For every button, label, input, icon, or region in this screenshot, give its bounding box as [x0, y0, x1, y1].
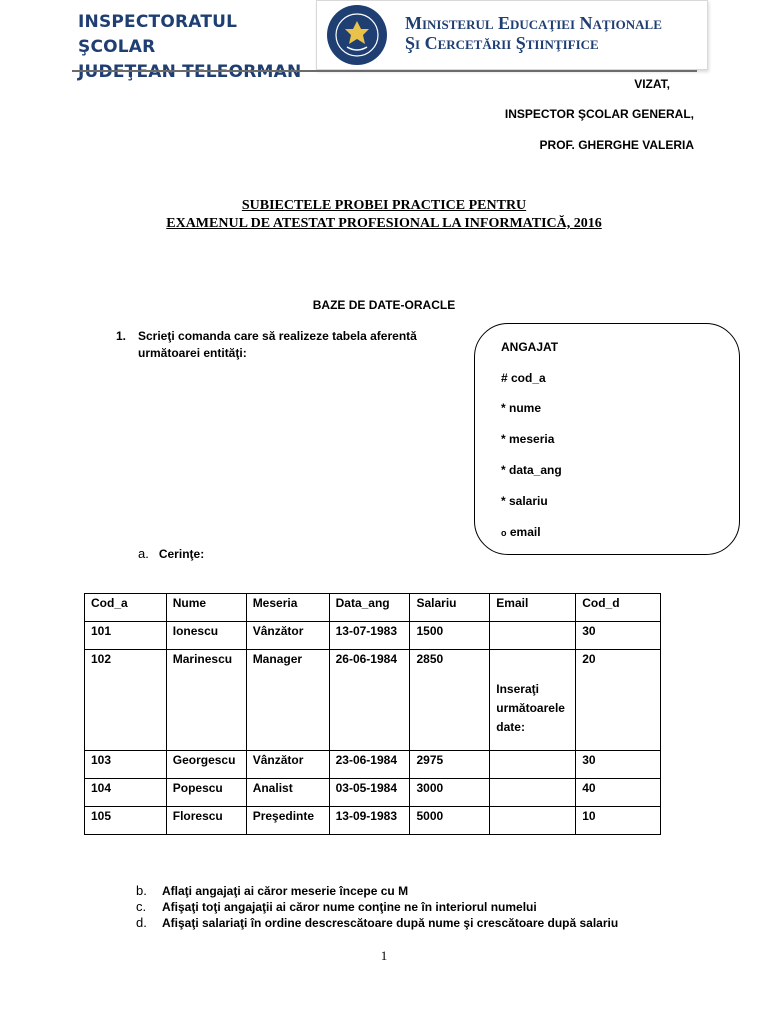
approval-title: INSPECTOR ŞCOLAR GENERAL, [504, 107, 694, 121]
note-line3: date: [496, 720, 525, 734]
requirement-d-text: Afişaţi salariaţi în ordine descrescătoare după nume şi crescătoare după salariu [162, 916, 619, 930]
government-seal-icon [325, 3, 389, 67]
inspectorate-name [78, 10, 318, 85]
table-row [85, 622, 661, 650]
document-title-line2: EXAMENUL DE ATESTAT PROFESIONAL LA INFORMATICĂ, 2016 [166, 216, 602, 231]
inspectorate-line2: JUDEŢEAN TELEORMAN [78, 62, 302, 82]
table-cell: 03-05-1984 [329, 779, 410, 807]
ministry-line1: Ministerul Educaţiei Naţionale [405, 13, 662, 33]
table-cell [490, 779, 576, 807]
table-cell: Vânzător [246, 751, 329, 779]
table-cell: 103 [85, 751, 167, 779]
entity-name: ANGAJAT [501, 340, 559, 354]
table-cell: 2850 [410, 650, 490, 751]
table-cell: Marinescu [166, 650, 246, 751]
table-cell [490, 751, 576, 779]
table-cell: 30 [576, 751, 661, 779]
table-cell: Analist [246, 779, 329, 807]
table-cell: 105 [85, 807, 167, 835]
requirement-b [136, 883, 408, 898]
table-cell: 20 [576, 650, 661, 751]
table-cell: Popescu [166, 779, 246, 807]
page-number: 1 [380, 948, 388, 963]
table-cell: 30 [576, 622, 661, 650]
table-row [85, 807, 661, 835]
entity-attr-optional [501, 525, 541, 539]
document-title-line1: SUBIECTELE PROBEI PRACTICE PENTRU [241, 198, 527, 213]
table-header-cell: Email [490, 594, 576, 622]
table-cell: 10 [576, 807, 661, 835]
ministry-banner [316, 0, 708, 70]
table-cell [490, 807, 576, 835]
table-cell: Manager [246, 650, 329, 751]
section-heading: BAZE DE DATE-ORACLE [312, 298, 456, 312]
table-cell: 23-06-1984 [329, 751, 410, 779]
table-cell: Ionescu [166, 622, 246, 650]
table-row [85, 751, 661, 779]
question-1-text: Scrieţi comanda care să realizeze tabela aferentă următoarei entităţi: [138, 329, 417, 360]
table-cell: 1500 [410, 622, 490, 650]
entity-box [474, 323, 740, 555]
table-cell: 13-09-1983 [329, 807, 410, 835]
optional-attr-name: email [509, 525, 541, 539]
requirement-c-label: c. [136, 899, 147, 914]
entity-attr: * meseria [501, 432, 555, 446]
requirement-a-text: Cerinţe: [158, 547, 205, 561]
table-cell: 2975 [410, 751, 490, 779]
requirement-b-text: Aflaţi angajaţi ai căror meserie începe cu M [162, 884, 409, 898]
requirement-a-label: a. [138, 546, 149, 561]
table-header-row [85, 594, 661, 622]
optional-marker: o [501, 528, 507, 538]
table-header-cell: Salariu [410, 594, 490, 622]
inspectorate-line1: INSPECTORATUL ŞCOLAR [78, 12, 238, 57]
table-header-cell: Meseria [246, 594, 329, 622]
table-cell: 26-06-1984 [329, 650, 410, 751]
table-cell [490, 622, 576, 650]
header-divider [72, 70, 697, 72]
table-cell: 40 [576, 779, 661, 807]
approval-name: PROF. GHERGHE VALERIA [539, 138, 694, 152]
table-header-cell: Nume [166, 594, 246, 622]
requirement-d [136, 915, 618, 930]
table-cell: Florescu [166, 807, 246, 835]
requirement-b-label: b. [136, 883, 147, 898]
table-note-cell [490, 650, 576, 751]
entity-attr: * salariu [501, 494, 548, 508]
employee-table [84, 593, 661, 835]
table-cell: 102 [85, 650, 167, 751]
table-cell: Preşedinte [246, 807, 329, 835]
ministry-name [405, 13, 705, 53]
entity-attr: * data_ang [501, 463, 562, 477]
requirement-c-text: Afişaţi toţi angajaţii ai căror nume conţine ne în interiorul numelui [162, 900, 537, 914]
table-row [85, 650, 661, 751]
table-cell: Vânzător [246, 622, 329, 650]
table-cell: 13-07-1983 [329, 622, 410, 650]
table-header-cell: Data_ang [329, 594, 410, 622]
approval-vizat: VIZAT, [634, 77, 670, 91]
table-cell: 3000 [410, 779, 490, 807]
requirement-a [138, 546, 204, 561]
table-cell: 104 [85, 779, 167, 807]
table-cell: 5000 [410, 807, 490, 835]
ministry-line2: Şi Cercetării Ştiinţifice [405, 33, 599, 53]
requirement-c [136, 899, 537, 914]
table-header-cell: Cod_a [85, 594, 167, 622]
requirement-d-label: d. [136, 915, 147, 930]
entity-attr: # cod_a [501, 371, 546, 385]
table-cell: Georgescu [166, 751, 246, 779]
table-cell: 101 [85, 622, 167, 650]
insert-data-note [496, 652, 569, 737]
question-1-number: 1. [116, 329, 127, 343]
entity-attr: * nume [501, 401, 542, 415]
table-header-cell: Cod_d [576, 594, 661, 622]
note-line2: următoarele [496, 701, 565, 715]
note-line1: Inseraţi [496, 682, 539, 696]
table-row [85, 779, 661, 807]
